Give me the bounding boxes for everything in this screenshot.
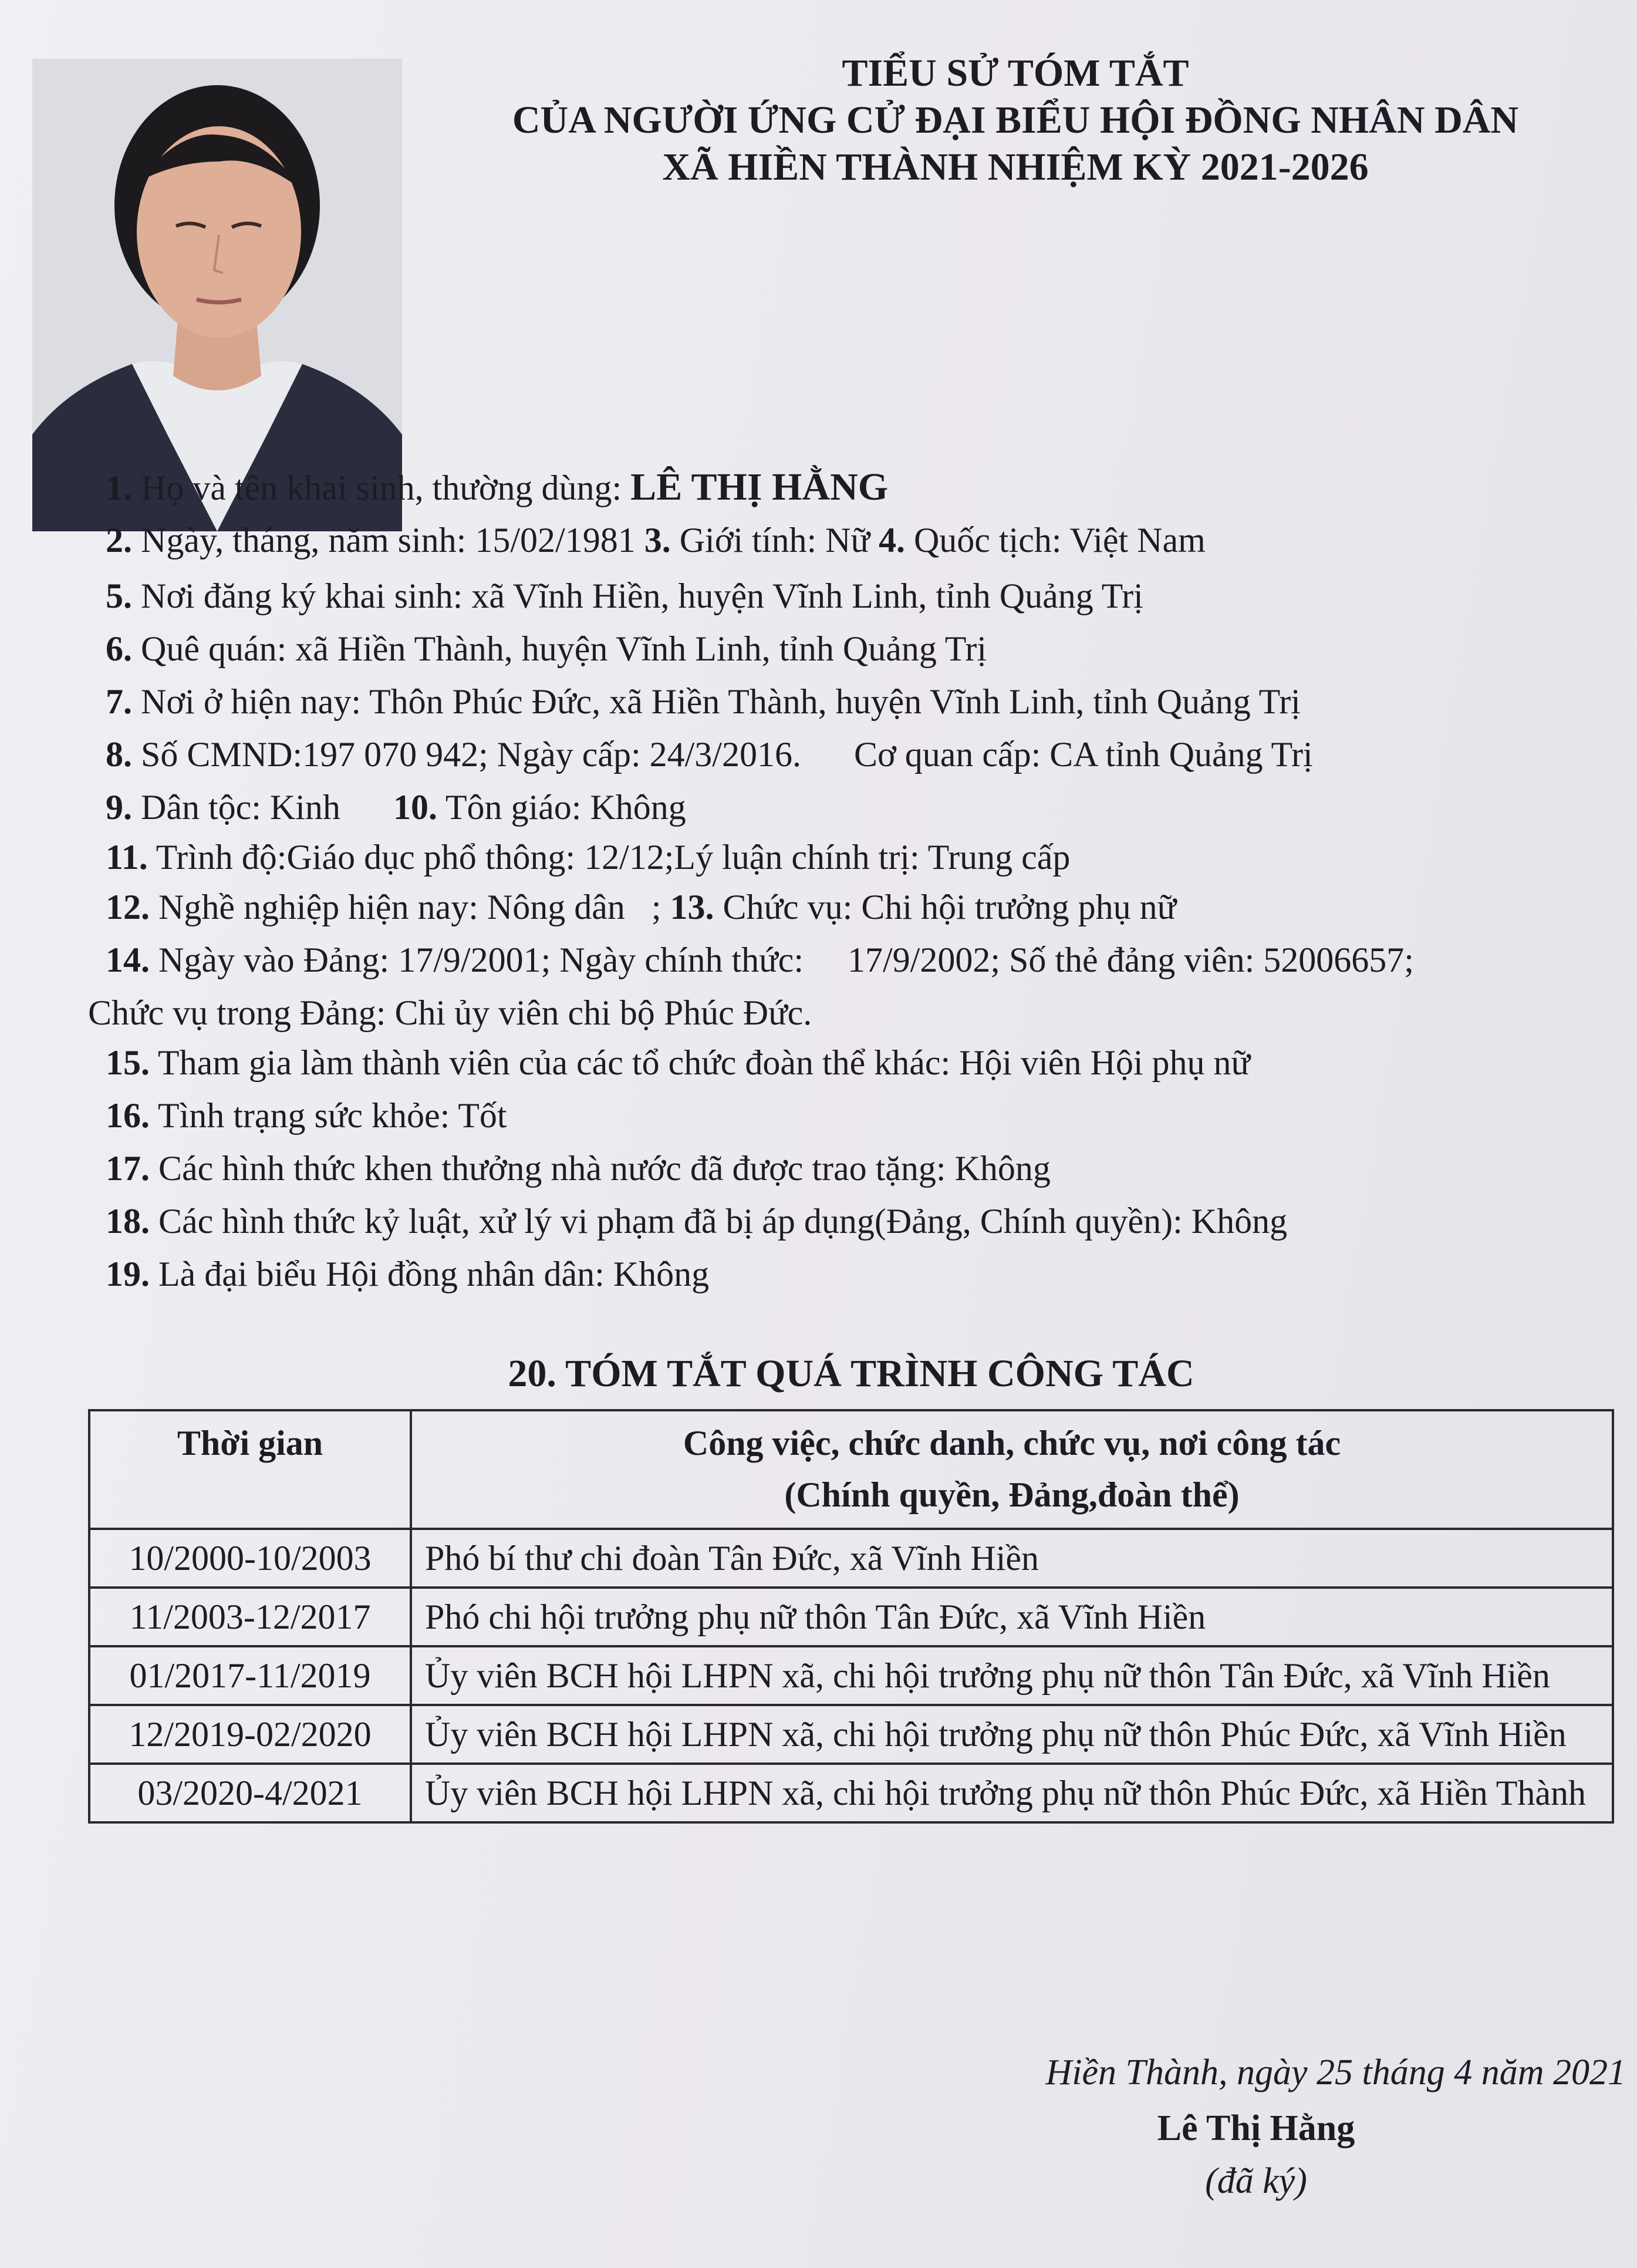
column-header-time: Thời gian: [89, 1410, 411, 1529]
field-id-card: 8. Số CMND:197 070 942; Ngày cấp: 24/3/2016. Cơ quan cấp: CA tỉnh Quảng Trị: [106, 735, 1313, 774]
table-row: [89, 1646, 1613, 1705]
field-organizations: 15. Tham gia làm thành viên của các tổ chức đoàn thể khác: Hội viên Hội phụ nữ: [106, 1043, 1251, 1082]
row-period: 11/2003-12/2017: [89, 1588, 411, 1646]
field-birth-registration: 5. Nơi đăng ký khai sinh: xã Vĩnh Hiền, huyện Vĩnh Linh, tỉnh Quảng Trị: [106, 577, 1143, 615]
column-header-description: Công việc, chức danh, chức vụ, nơi công tác (Chính quyền, Đảng,đoàn thể): [411, 1410, 1613, 1529]
signature-place-date: Hiền Thành, ngày 25 tháng 4 năm 2021: [1045, 2053, 1626, 2092]
row-description: Ủy viên BCH hội LHPN xã, chi hội trưởng phụ nữ thôn Tân Đức, xã Vĩnh Hiền: [411, 1646, 1613, 1705]
row-period: 01/2017-11/2019: [89, 1646, 411, 1705]
row-period: 03/2020-4/2021: [89, 1764, 411, 1822]
header-subtitle: CỦA NGƯỜI ỨNG CỬ ĐẠI BIỂU HỘI ĐỒNG NHÂN DÂN: [512, 99, 1519, 141]
signature-signed-note: (đã ký): [1205, 2161, 1307, 2201]
field-health: 16. Tình trạng sức khỏe: Tốt: [106, 1096, 507, 1135]
table-row: [89, 1588, 1613, 1646]
table-row: [89, 1764, 1613, 1822]
field-birth-gender-nationality: 2. Ngày, tháng, năm sinh: 15/02/1981 3. Giới tính: Nữ 4. Quốc tịch: Việt Nam: [106, 521, 1206, 560]
row-period: 10/2000-10/2003: [89, 1529, 411, 1588]
signature-name: Lê Thị Hằng: [1157, 2108, 1355, 2148]
field-ethnicity-religion: 9. Dân tộc: Kinh 10. Tôn giáo: Không: [106, 788, 686, 827]
field-current-residence: 7. Nơi ở hiện nay: Thôn Phúc Đức, xã Hiền Thành, huyện Vĩnh Linh, tỉnh Quảng Trị: [106, 682, 1301, 721]
row-period: 12/2019-02/2020: [89, 1705, 411, 1764]
field-full-name: 1. Họ và tên khai sinh, thường dùng: LÊ THỊ HẰNG: [106, 466, 889, 508]
field-awards: 17. Các hình thức khen thưởng nhà nước đã được trao tặng: Không: [106, 1149, 1051, 1188]
field-hometown: 6. Quê quán: xã Hiền Thành, huyện Vĩnh Linh, tỉnh Quảng Trị: [106, 629, 987, 668]
header-title: TIỂU SỬ TÓM TẮT: [842, 52, 1189, 95]
header-term: XÃ HIỀN THÀNH NHIỆM KỲ 2021-2026: [662, 146, 1369, 188]
row-description: Phó chi hội trưởng phụ nữ thôn Tân Đức, xã Vĩnh Hiền: [411, 1588, 1613, 1646]
table-row: [89, 1529, 1613, 1588]
document-header: [458, 50, 1573, 191]
work-history-table: [88, 1409, 1614, 1824]
field-party-position: Chức vụ trong Đảng: Chi ủy viên chi bộ Phúc Đức.: [88, 993, 812, 1032]
field-council-delegate: 19. Là đại biểu Hội đồng nhân dân: Không: [106, 1255, 710, 1293]
row-description: Ủy viên BCH hội LHPN xã, chi hội trưởng phụ nữ thôn Phúc Đức, xã Vĩnh Hiền: [411, 1705, 1613, 1764]
row-description: Ủy viên BCH hội LHPN xã, chi hội trưởng phụ nữ thôn Phúc Đức, xã Hiền Thành: [411, 1764, 1613, 1822]
row-description: Phó bí thư chi đoàn Tân Đức, xã Vĩnh Hiền: [411, 1529, 1613, 1588]
table-row: [89, 1705, 1613, 1764]
field-party-membership: 14. Ngày vào Đảng: 17/9/2001; Ngày chính thức: 17/9/2002; Số thẻ đảng viên: 52006657;: [106, 941, 1414, 979]
field-occupation-position: 12. Nghề nghiệp hiện nay: Nông dân ; 13. Chức vụ: Chi hội trưởng phụ nữ: [106, 888, 1177, 926]
table-header-row: [89, 1410, 1613, 1529]
work-history-title: 20. TÓM TẮT QUÁ TRÌNH CÔNG TÁC: [508, 1352, 1194, 1395]
portrait-photo: [32, 59, 402, 531]
field-discipline: 18. Các hình thức kỷ luật, xử lý vi phạm đã bị áp dụng(Đảng, Chính quyền): Không: [106, 1202, 1288, 1241]
field-education: 11. Trình độ:Giáo dục phổ thông: 12/12;Lý luận chính trị: Trung cấp: [106, 838, 1071, 877]
